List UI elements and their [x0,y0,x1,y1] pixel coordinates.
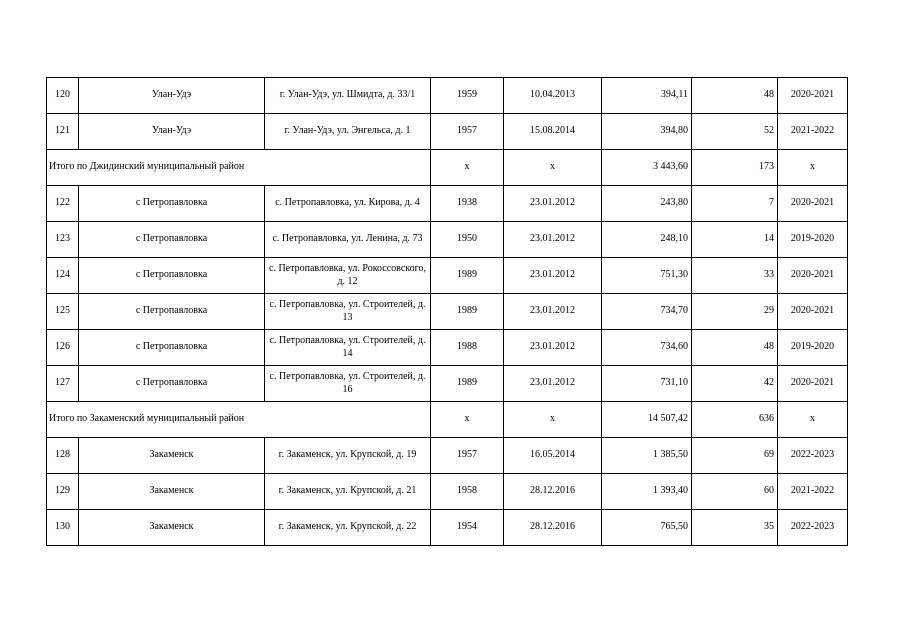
address: с. Петропавловка, ул. Строителей, д. 16 [265,366,431,402]
address: г. Закаменск, ул. Крупской, д. 19 [265,438,431,474]
address: г. Улан-Удэ, ул. Шмидта, д. 33/1 [265,78,431,114]
recognition-date: 23.01.2012 [504,330,602,366]
recognition-date: 23.01.2012 [504,366,602,402]
resettlement-period: x [778,150,848,186]
resettlement-period: 2020-2021 [778,186,848,222]
residents: 69 [692,438,778,474]
table-row [47,438,848,474]
table-row [47,366,848,402]
settlement-name: с Петропавловка [79,294,265,330]
residents: 29 [692,294,778,330]
table-row [47,474,848,510]
residents: 42 [692,366,778,402]
residents: 48 [692,78,778,114]
build-year: 1988 [431,330,504,366]
row-number: 123 [47,222,79,258]
build-year: 1989 [431,294,504,330]
resettlement-period: x [778,402,848,438]
row-number: 121 [47,114,79,150]
residents: 52 [692,114,778,150]
row-number: 128 [47,438,79,474]
settlement-name: Закаменск [79,474,265,510]
row-number: 122 [47,186,79,222]
area: 248,10 [602,222,692,258]
settlement-name: с Петропавловка [79,186,265,222]
build-year: x [431,402,504,438]
build-year: 1957 [431,114,504,150]
row-number: 130 [47,510,79,546]
resettlement-period: 2020-2021 [778,294,848,330]
table-row [47,294,848,330]
recognition-date: 23.01.2012 [504,222,602,258]
resettlement-period: 2021-2022 [778,474,848,510]
resettlement-period: 2020-2021 [778,78,848,114]
area: 394,80 [602,114,692,150]
table-row [47,78,848,114]
address: с. Петропавловка, ул. Кирова, д. 4 [265,186,431,222]
build-year: 1954 [431,510,504,546]
recognition-date: x [504,150,602,186]
area: 1 393,40 [602,474,692,510]
area: 765,50 [602,510,692,546]
settlement-name: Закаменск [79,510,265,546]
recognition-date: 28.12.2016 [504,510,602,546]
area: 394,11 [602,78,692,114]
recognition-date: 15.08.2014 [504,114,602,150]
residents: 636 [692,402,778,438]
total-row [47,150,848,186]
row-number: 120 [47,78,79,114]
address: с. Петропавловка, ул. Строителей, д. 13 [265,294,431,330]
build-year: 1957 [431,438,504,474]
build-year: 1959 [431,78,504,114]
settlement-name: с Петропавловка [79,222,265,258]
table-row [47,330,848,366]
row-number: 126 [47,330,79,366]
row-number: 124 [47,258,79,294]
total-label: Итого по Закаменский муниципальный район [47,402,431,438]
address: г. Закаменск, ул. Крупской, д. 22 [265,510,431,546]
resettlement-period: 2019-2020 [778,330,848,366]
table-row [47,258,848,294]
table-row [47,186,848,222]
address: с. Петропавловка, ул. Строителей, д. 14 [265,330,431,366]
area: 734,60 [602,330,692,366]
resettlement-period: 2021-2022 [778,114,848,150]
area: 734,70 [602,294,692,330]
settlement-name: Улан-Удэ [79,114,265,150]
area: 3 443,60 [602,150,692,186]
area: 14 507,42 [602,402,692,438]
residents: 173 [692,150,778,186]
recognition-date: 28.12.2016 [504,474,602,510]
row-number: 127 [47,366,79,402]
area: 243,80 [602,186,692,222]
housing-table [46,77,848,546]
residents: 48 [692,330,778,366]
build-year: x [431,150,504,186]
settlement-name: Улан-Удэ [79,78,265,114]
settlement-name: с Петропавловка [79,330,265,366]
address: г. Закаменск, ул. Крупской, д. 21 [265,474,431,510]
settlement-name: Закаменск [79,438,265,474]
address: г. Улан-Удэ, ул. Энгельса, д. 1 [265,114,431,150]
housing-table-body [47,78,848,546]
resettlement-period: 2022-2023 [778,510,848,546]
build-year: 1938 [431,186,504,222]
row-number: 129 [47,474,79,510]
resettlement-period: 2020-2021 [778,258,848,294]
residents: 60 [692,474,778,510]
area: 751,30 [602,258,692,294]
resettlement-period: 2020-2021 [778,366,848,402]
settlement-name: с Петропавловка [79,258,265,294]
residents: 33 [692,258,778,294]
recognition-date: 16.05.2014 [504,438,602,474]
recognition-date: 23.01.2012 [504,258,602,294]
area: 1 385,50 [602,438,692,474]
row-number: 125 [47,294,79,330]
build-year: 1989 [431,366,504,402]
residents: 7 [692,186,778,222]
recognition-date: 10.04.2013 [504,78,602,114]
residents: 35 [692,510,778,546]
address: с. Петропавловка, ул. Ленина, д. 73 [265,222,431,258]
resettlement-period: 2019-2020 [778,222,848,258]
recognition-date: x [504,402,602,438]
table-row [47,510,848,546]
build-year: 1989 [431,258,504,294]
total-label: Итого по Джидинский муниципальный район [47,150,431,186]
table-row [47,114,848,150]
residents: 14 [692,222,778,258]
build-year: 1958 [431,474,504,510]
area: 731,10 [602,366,692,402]
resettlement-period: 2022-2023 [778,438,848,474]
address: с. Петропавловка, ул. Рокоссовского, д. 12 [265,258,431,294]
recognition-date: 23.01.2012 [504,186,602,222]
total-row [47,402,848,438]
settlement-name: с Петропавловка [79,366,265,402]
recognition-date: 23.01.2012 [504,294,602,330]
build-year: 1950 [431,222,504,258]
table-row [47,222,848,258]
